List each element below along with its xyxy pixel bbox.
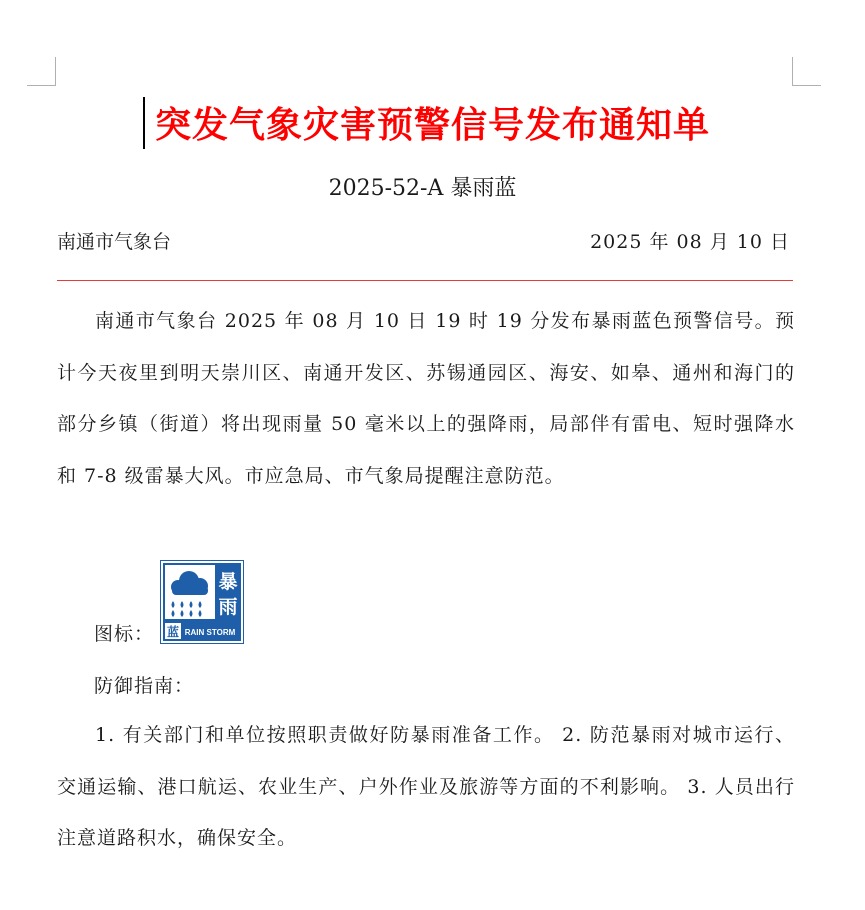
document-subtitle: 2025-52-A 暴雨蓝 bbox=[328, 176, 517, 201]
header-divider bbox=[57, 280, 793, 281]
warning-char-top: 暴 bbox=[218, 571, 238, 593]
icon-label: 图标： bbox=[94, 623, 155, 645]
rainstorm-blue-warning-icon bbox=[160, 560, 244, 644]
guide-text: 1. 有关部门和单位按照职责做好防暴雨准备工作。 2. 防范暴雨对城市运行、交通运输、港口航运、农业生产、户外作业及旅游等方面的不利影响。 3. 人员出行注意道路积水，确保安全。 bbox=[57, 724, 795, 849]
issue-date: 2025 年 08 月 10 日 bbox=[590, 231, 790, 253]
notice-body: 南通市气象台 2025 年 08 月 10 日 19 时 19 分发布暴雨蓝色预警信号。预计今天夜里到明天崇川区、南通开发区、苏锡通园区、海安、如皋、通州和海门的部分乡镇（街道）将出现雨量 50 毫米以上的强降雨，局部伴有雷电、短时强降水和 7-8 级雷暴大风。市应急局、市气象局提醒注意防范。 bbox=[57, 310, 795, 487]
warning-char-bottom: 雨 bbox=[218, 596, 238, 618]
warning-english-label: RAIN STORM bbox=[184, 628, 236, 637]
guide-title: 防御指南： bbox=[94, 675, 195, 697]
page-corner-mark-top-left bbox=[27, 57, 56, 86]
page-corner-mark-top-right bbox=[792, 57, 821, 86]
warning-level-char: 蓝 bbox=[166, 625, 180, 639]
document-title: 突发气象灾害预警信号发布通知单 bbox=[154, 104, 710, 146]
issuer-name: 南通市气象台 bbox=[57, 231, 172, 253]
